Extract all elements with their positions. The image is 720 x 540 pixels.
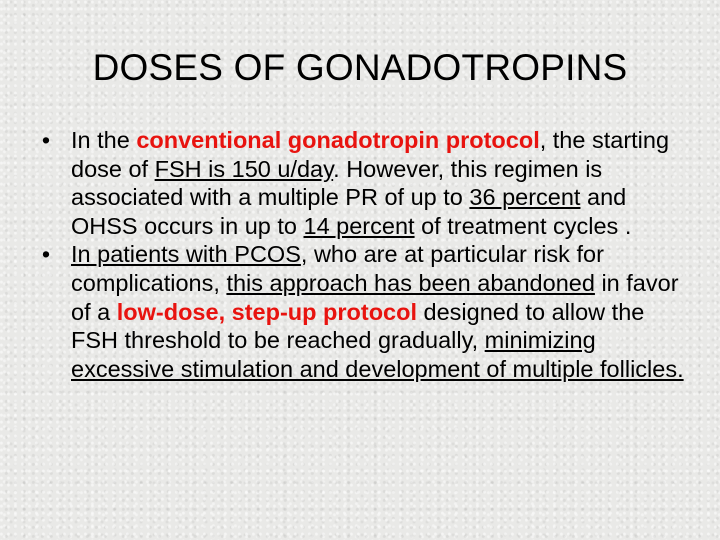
text-run: . However, this regimen is associated with a multiple PR of up to (71, 155, 603, 211)
underlined-approach-abandoned: this approach has been abandoned (226, 269, 595, 296)
underlined-fsh-dose: FSH is 150 u/day (154, 155, 334, 182)
bullet-item-conventional-protocol (36, 126, 686, 240)
underlined-minimizing-stimulation: minimizing excessive stimulation and development of multiple follicles. (71, 327, 684, 382)
text-run: , the starting dose of (71, 127, 670, 182)
bullet-item-pcos (36, 240, 686, 383)
underlined-36-percent: 36 percent (469, 184, 581, 211)
text-run: designed to allow the FSH threshold to be reached gradually, (71, 298, 645, 354)
bullet-list (36, 126, 686, 383)
bullet-dot-icon: • (41, 127, 51, 153)
bullet-dot-icon: • (41, 241, 51, 268)
underlined-14-percent: 14 percent (303, 212, 415, 239)
highlight-conventional-protocol: conventional gonadotropin protocol (136, 127, 540, 153)
text-run: in favor of a (71, 269, 679, 325)
text-run: and OHSS occurs in up to (71, 184, 627, 239)
text-run: , who are at particular risk for complications, (71, 241, 604, 296)
text-run: of treatment cycles . (414, 212, 632, 239)
text-run: In the (71, 127, 137, 153)
slide-title: DOSES OF GONADOTROPINS (92, 47, 628, 88)
underlined-pcos-patients: In patients with PCOS (71, 241, 301, 268)
highlight-low-dose-protocol: low-dose, step-up protocol (116, 298, 418, 325)
